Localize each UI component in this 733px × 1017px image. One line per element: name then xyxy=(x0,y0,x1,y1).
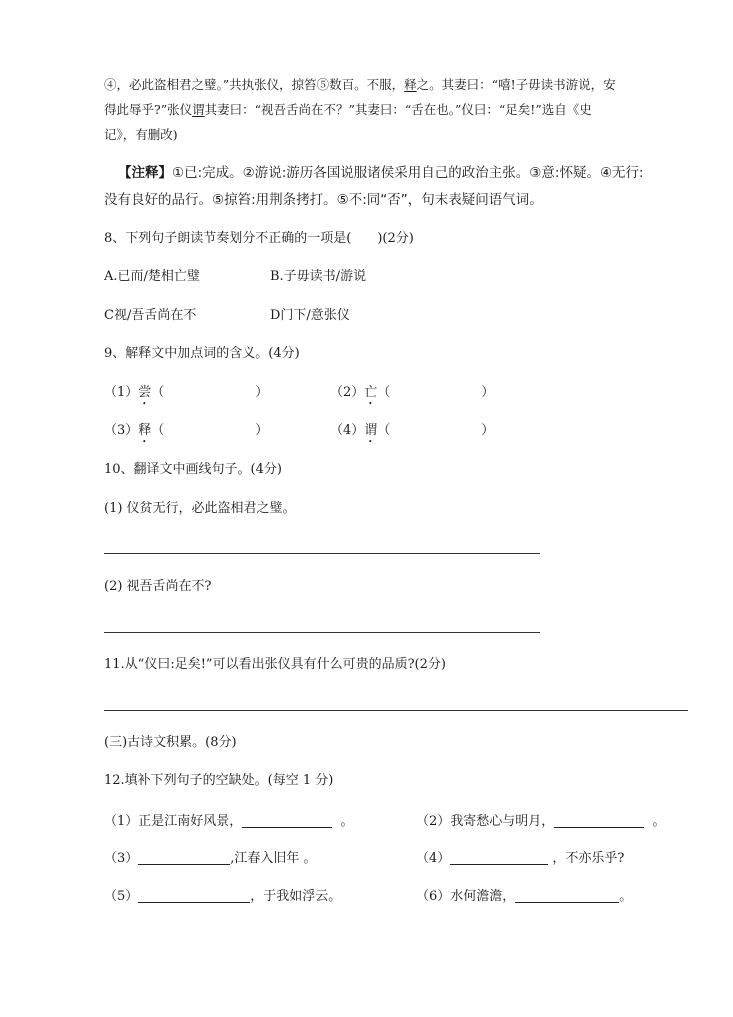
answer-line-1[interactable] xyxy=(104,553,540,554)
q9-item-1 xyxy=(104,384,268,408)
fill-blank[interactable] xyxy=(515,888,619,903)
item-text: 。 xyxy=(340,814,354,829)
dotted-word: 谓 xyxy=(364,423,378,438)
passage-line-1 xyxy=(104,76,616,94)
item-text: （6）水何澹澹， xyxy=(416,889,516,904)
underlined-word: 释 xyxy=(404,77,417,92)
q12-item-2 xyxy=(416,813,666,831)
item-text: ，不亦乐乎? xyxy=(552,851,625,866)
notes-text: ①已:完成。②游说:游历各国说服诸侯采用自己的政治主张。③意:怀疑。④无行: xyxy=(172,165,644,181)
item-text: （1）正是江南好风景， xyxy=(104,814,243,829)
q12-item-6 xyxy=(416,888,632,906)
passage-text: 记》，有删改) xyxy=(104,127,178,142)
q12-item-1 xyxy=(104,813,354,831)
fill-blank[interactable] xyxy=(450,850,548,865)
fill-blank[interactable] xyxy=(138,850,230,865)
answer-parens: （ ） xyxy=(151,423,269,438)
item-text: （5） xyxy=(104,889,139,904)
option-d: D门下/意张仪 xyxy=(270,308,350,323)
answer-parens: （ ） xyxy=(377,423,495,438)
section-3-title: (三)古诗文积累。(8分) xyxy=(104,735,237,750)
q10-sentence-2: (2) 视吾舌尚在不? xyxy=(104,579,212,594)
underlined-word: 谓 xyxy=(192,102,205,117)
passage-text: ④，必此盗相君之璧。”共执张仪，掠笞⑤数百。不服， xyxy=(104,77,405,92)
question-8-stem: 8、下列句子朗读节奏划分不正确的一项是( )(2分) xyxy=(104,231,414,246)
item-text: 。 xyxy=(619,889,633,904)
answer-parens: （ ） xyxy=(151,385,269,400)
item-text: ,江春入旧年 。 xyxy=(230,851,317,866)
option-c: C视/吾舌尚在不 xyxy=(104,308,197,323)
fill-blank[interactable] xyxy=(554,813,644,828)
item-text: （4） xyxy=(416,851,451,866)
notes-text: 没有良好的品行。⑤掠笞:用荆条拷打。⑤不:同“否”，句末表疑问语气词。 xyxy=(104,192,543,208)
question-10-stem: 10、翻译文中画线句子。(4分) xyxy=(104,462,282,477)
q12-item-4 xyxy=(416,850,624,868)
q9-item-4 xyxy=(330,422,494,446)
question-9-stem: 9、解释文中加点词的含义。(4分) xyxy=(104,346,300,361)
item-number: （4） xyxy=(330,423,365,438)
dotted-word: 尝 xyxy=(138,385,152,400)
notes-line-2 xyxy=(104,191,543,209)
q9-item-3 xyxy=(104,422,268,446)
answer-parens: （ ） xyxy=(377,385,495,400)
item-text: （2）我寄愁心与明月， xyxy=(416,814,555,829)
passage-text: 之。其妻曰：“嘻!子毋读书游说，安 xyxy=(416,77,616,92)
question-11-stem: 11.从“仪曰:足矣!”可以看出张仪具有什么可贵的品质?(2分) xyxy=(104,657,446,672)
question-12-stem: 12.填补下列句子的空缺处。(每空 1 分) xyxy=(104,773,334,788)
dotted-word: 亡 xyxy=(364,385,378,400)
answer-line-3[interactable] xyxy=(104,710,688,711)
item-text: （3） xyxy=(104,851,139,866)
passage-text: 其妻曰：“视吾舌尚在不？”其妻曰：“舌在也。”仪曰：“足矣!”选自《史 xyxy=(204,102,592,117)
q12-item-3 xyxy=(104,850,317,868)
item-number: （1） xyxy=(104,385,139,400)
q10-sentence-1: (1) 仪贫无行，必此盗相君之璧。 xyxy=(104,501,296,516)
item-number: （2） xyxy=(330,385,365,400)
passage-text: 得此辱乎?”张仪 xyxy=(104,102,193,117)
fill-blank[interactable] xyxy=(242,813,332,828)
notes-label: 【注释】 xyxy=(118,165,172,181)
option-a: A.已而/楚相亡璧 xyxy=(104,269,200,284)
option-b: B.子毋读书/游说 xyxy=(270,269,367,284)
q12-item-5 xyxy=(104,888,341,906)
q9-item-2 xyxy=(330,384,494,408)
passage-line-2 xyxy=(104,101,592,119)
dotted-word: 释 xyxy=(138,423,152,438)
item-number: （3） xyxy=(104,423,139,438)
item-text: 。 xyxy=(652,814,666,829)
item-text: ，于我如浮云。 xyxy=(250,889,342,904)
answer-line-2[interactable] xyxy=(104,632,540,633)
notes-line-1 xyxy=(118,164,644,182)
fill-blank[interactable] xyxy=(138,888,250,903)
passage-line-3 xyxy=(104,126,178,144)
